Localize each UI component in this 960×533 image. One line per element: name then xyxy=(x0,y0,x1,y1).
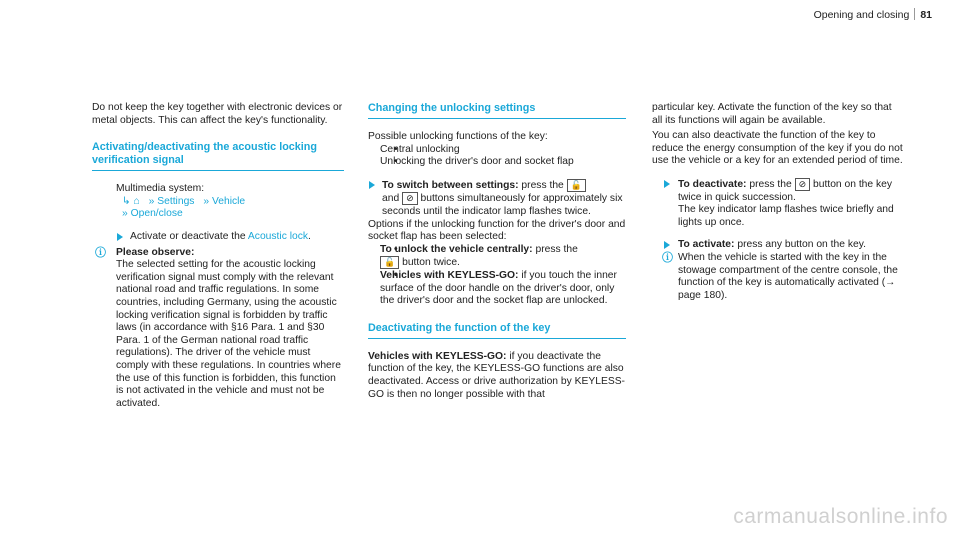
step-activate-acoustic: Activate or deactivate the Acoustic lock. xyxy=(92,231,344,244)
column-3 xyxy=(652,102,904,302)
lock-button-icon: ⊘ xyxy=(795,178,811,191)
note-title: Please observe: xyxy=(116,246,195,258)
indicator-text: The key indicator lamp flashes twice briefly and lights up once. xyxy=(678,204,894,228)
double-chevron-icon: » xyxy=(122,208,128,220)
path-open-close[interactable]: Open/close xyxy=(130,208,183,220)
page-number: 81 xyxy=(920,9,932,21)
step-switch-settings: To switch between settings: press the 🔓 and ⊘ buttons simultaneously for approximately six seconds until the indicator lamp flashes twice. xyxy=(368,179,626,219)
watermark: carmanualsonline.info xyxy=(733,505,948,528)
column-2 xyxy=(368,102,626,401)
bullet-central: • Central unlocking xyxy=(368,144,626,157)
note-text: When the vehicle is started with the key in the stowage compartment of the centre console, the function of the key is automatically activated (→ page 180). xyxy=(678,251,898,301)
step-activate: To activate: press any button on the key. xyxy=(652,239,904,252)
step-arrow-icon xyxy=(664,180,670,188)
continued-text: particular key. Activate the function of the key so that all its functions will again be available. xyxy=(652,102,892,126)
unlock-button-icon: 🔓 xyxy=(567,179,586,192)
intro-text: Do not keep the key together with electronic devices or metal objects. This can affect the key's functionality. xyxy=(92,102,343,126)
step-arrow-icon xyxy=(369,181,375,189)
note-body: The selected setting for the acoustic locking verification signal must comply with the relevant national road and traffic regulations. In some countries, including Germany, using the acoustic locking verification signal is forbidden by traffic laws (in accordance with §16 Para. 1 and §30 Para. 1 of the German national road traffic regulations). The driver of the vehicle must comply with these regulations. In countries where the use of this function is forbidden, this function is not activated in the vehicle and must not be activated. xyxy=(116,259,341,409)
menu-path-2 xyxy=(122,208,344,221)
step-deactivate: To deactivate: press the ⊘ button on the key twice in quick succession. The key indicator lamp flashes twice briefly and lights up once. xyxy=(652,178,904,229)
info-icon: ⓘ xyxy=(95,246,106,259)
unlock-button-icon: 🔓 xyxy=(380,256,399,269)
page-header xyxy=(814,8,932,21)
return-arrow-icon: ↳ xyxy=(122,195,131,207)
options-text: Options if the unlocking function for the driver's door and socket flap has been selected: xyxy=(368,218,626,243)
acoustic-lock-link[interactable]: Acoustic lock xyxy=(247,230,309,242)
possible-functions: Possible unlocking functions of the key: xyxy=(368,131,548,142)
column-1 xyxy=(92,102,344,410)
info-icon: ⓘ xyxy=(662,251,673,264)
menu-path xyxy=(122,196,344,209)
section-title: Opening and closing xyxy=(813,9,910,21)
acoustic-lock-heading: Activating/deactivating the acoustic locking verification signal xyxy=(92,141,344,171)
double-chevron-icon: » xyxy=(148,195,155,207)
also-deactivate-text: You can also deactivate the function of the key to reduce the energy consumption of the key if you do not use the vehicle or a key for an extended period of time. xyxy=(652,130,903,167)
deactivate-keyless-text: Vehicles with KEYLESS-GO: if you deactivate the function of the key, the KEYLESS-GO functions are also deactivated. Access or drive authorization by KEYLESS-GO is then no longer possible with that xyxy=(368,350,625,400)
header-divider xyxy=(914,8,915,20)
bullet-keyless-go: • Vehicles with KEYLESS-GO: if you touch the inner surface of the door handle on the driver's door, only the driver's door and the socket flap are unlocked. xyxy=(368,270,626,308)
step-arrow-icon xyxy=(117,233,123,241)
multimedia-label: Multimedia system: xyxy=(116,183,205,195)
home-icon[interactable]: ⌂ xyxy=(133,195,140,207)
unlocking-settings-heading: Changing the unlocking settings xyxy=(368,102,626,119)
bullet-unlock-centrally: • To unlock the vehicle centrally: press the 🔓 button twice. xyxy=(368,244,626,270)
path-vehicle[interactable]: Vehicle xyxy=(211,195,246,207)
please-observe-note xyxy=(92,247,344,411)
bullet-driver-door: • Unlocking the driver's door and socket flap xyxy=(368,156,626,169)
step-arrow-icon xyxy=(664,241,670,249)
path-settings[interactable]: Settings xyxy=(157,195,195,207)
double-chevron-icon: » xyxy=(203,195,210,207)
lock-button-icon: ⊘ xyxy=(402,192,418,205)
deactivating-key-heading: Deactivating the function of the key xyxy=(368,322,626,339)
auto-activate-note xyxy=(652,252,904,302)
